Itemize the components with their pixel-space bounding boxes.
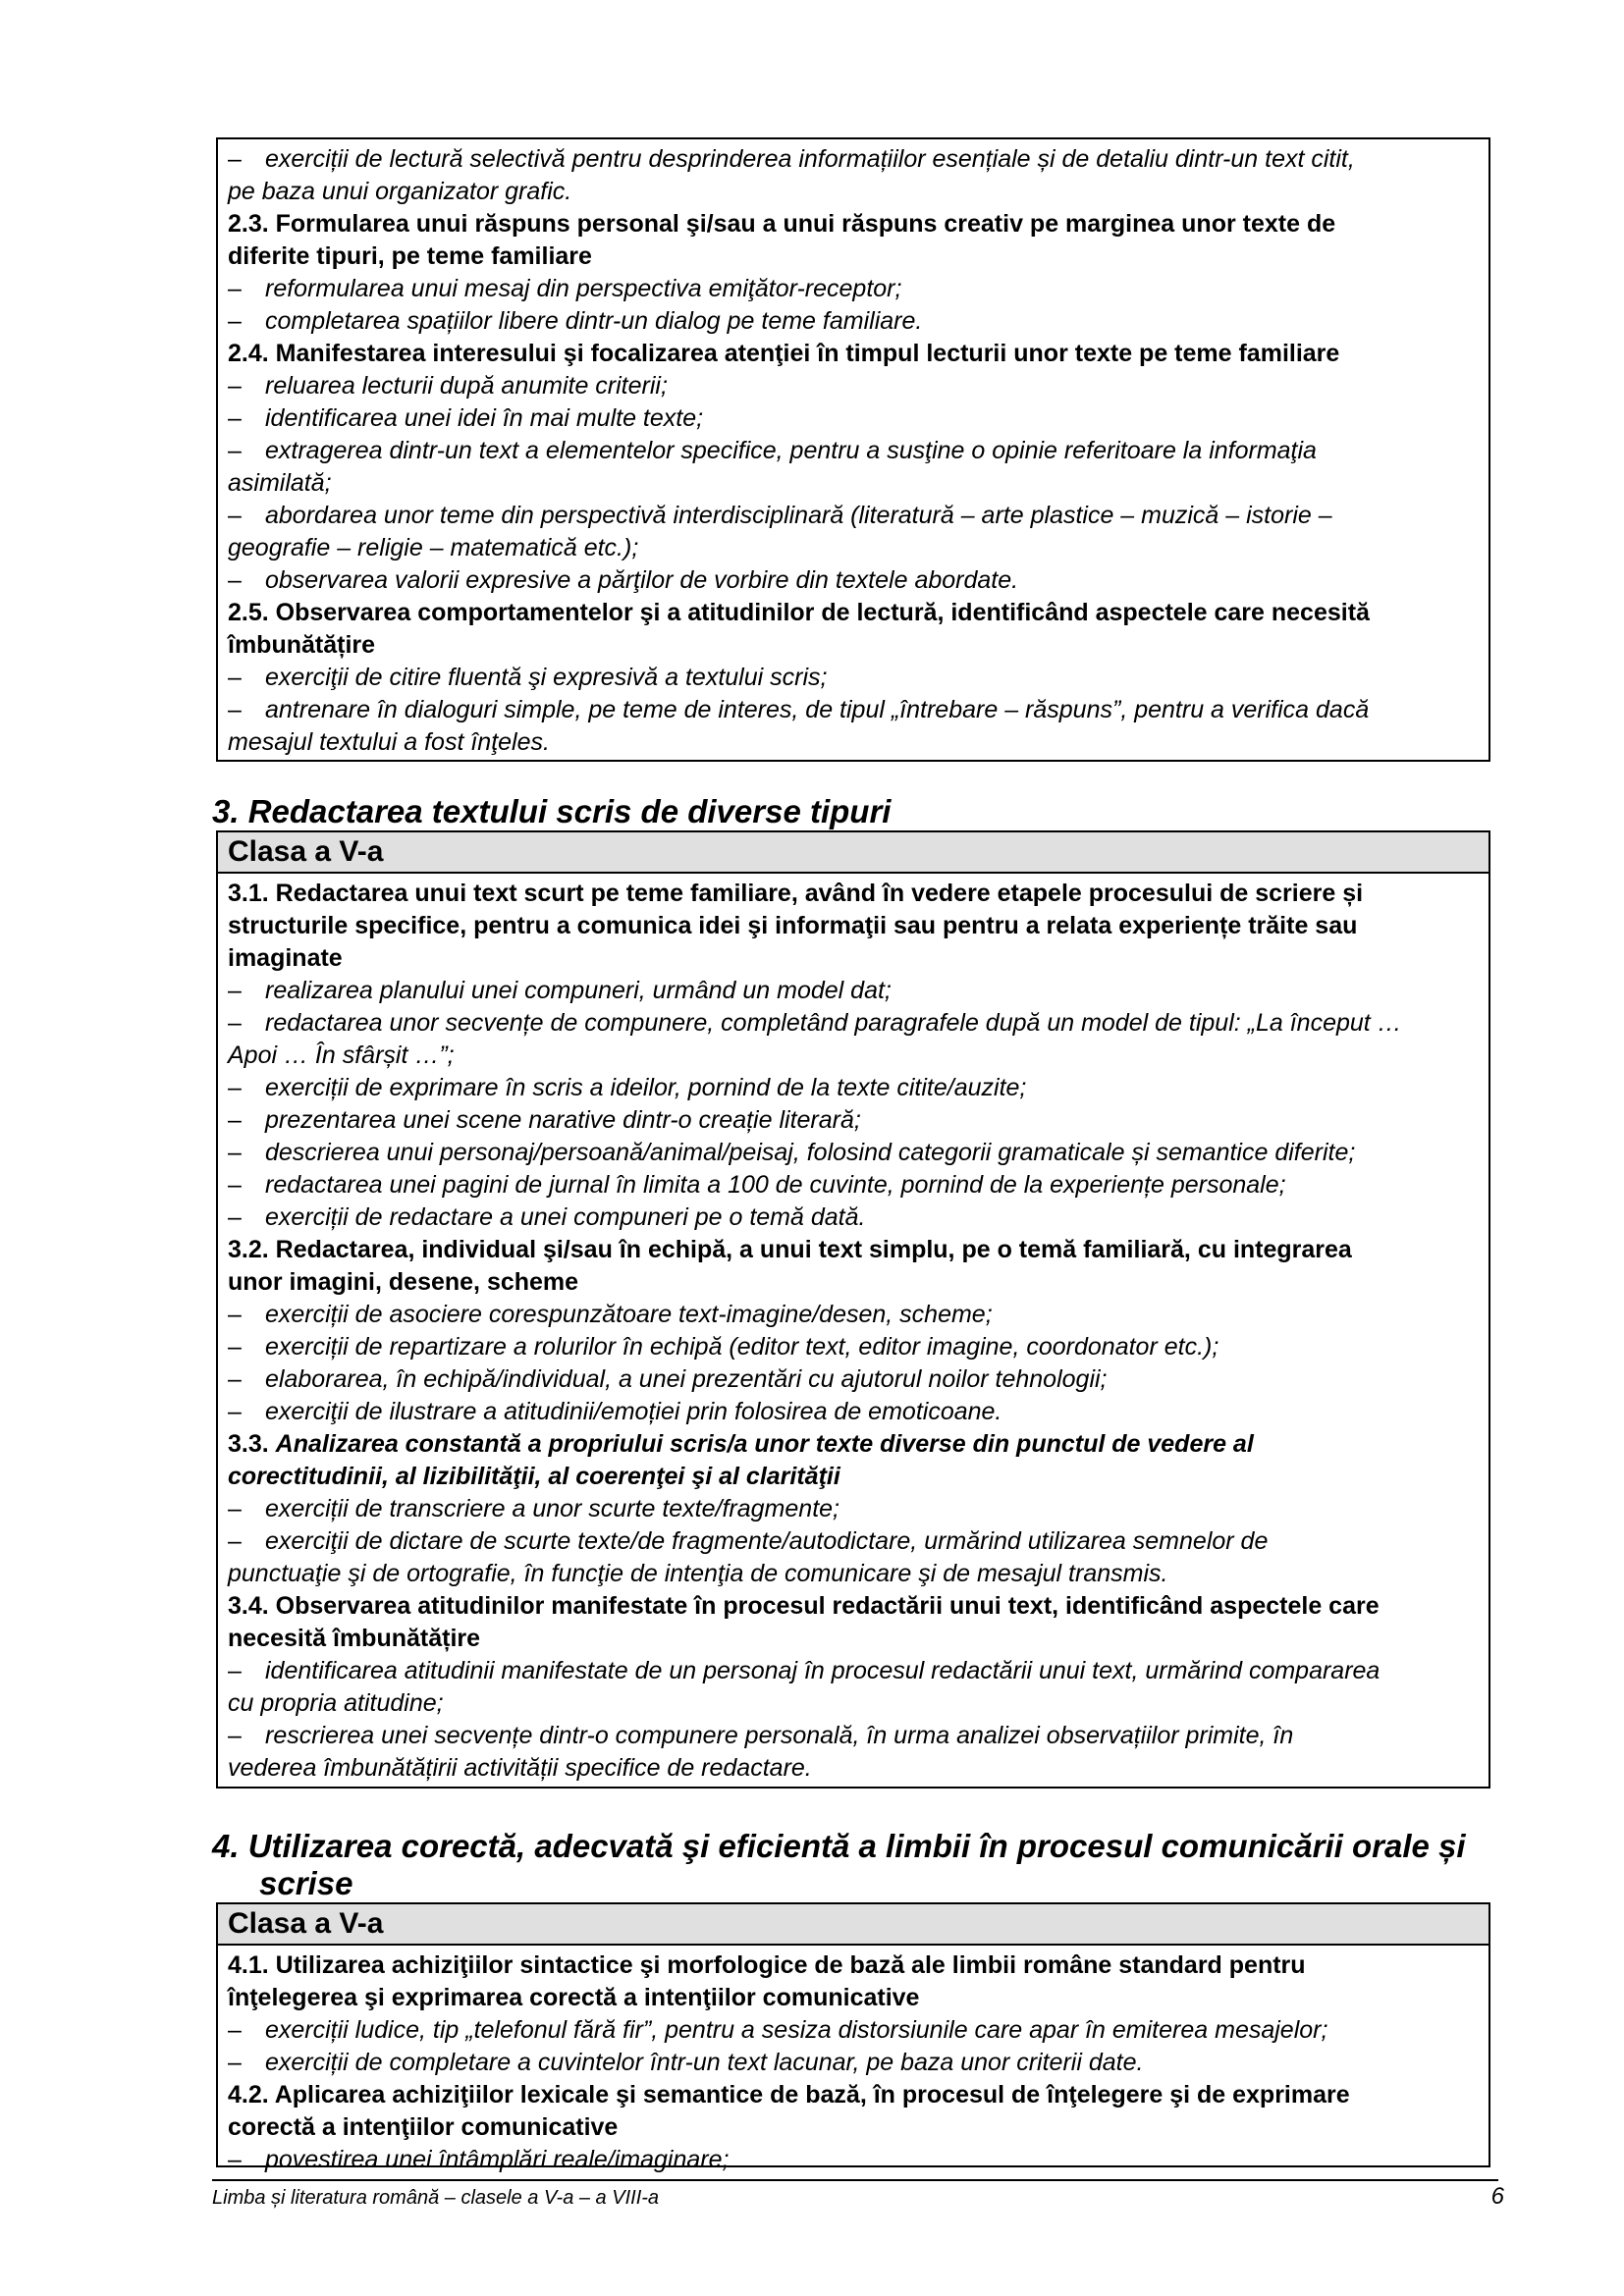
competence-heading-cont: corectă a intenţiilor comunicative (228, 2113, 619, 2141)
competence-text: Analizarea constantă a propriului scris/a unor texte diverse din punctul de vedere al (275, 1430, 1254, 1458)
competence-heading-cont: imaginate (228, 944, 343, 972)
competence-heading: 2.3. Formularea unui răspuns personal şi/sau a unui răspuns creativ pe marginea unor texte de (228, 210, 1336, 238)
bullet-text: exerciții de asociere corespunzătoare text-imagine/desen, scheme; (265, 1301, 993, 1328)
bullet-text: redactarea unei pagini de jurnal în limita a 100 de cuvinte, pornind de la experiențe personale; (265, 1171, 1286, 1199)
class-header: Clasa a V-a (218, 1904, 1489, 1946)
bullet-text-cont: asimilată; (228, 469, 332, 497)
bullet-item (228, 1137, 1475, 1169)
bullet-item (228, 500, 1475, 532)
competence-heading-cont: necesită îmbunătățire (228, 1625, 481, 1652)
dash-icon: – (228, 437, 242, 464)
bullet-text: completarea spațiilor libere dintr-un dialog pe teme familiare. (265, 307, 923, 335)
bullet-text: exerciții de exprimare în scris a ideilor, pornind de la texte citite/auzite; (265, 1074, 1027, 1101)
box-body (218, 139, 1489, 763)
bullet-item (228, 662, 1475, 694)
bullet-item (228, 2014, 1475, 2047)
bullet-text: reformularea unui mesaj din perspectiva emiţător-receptor; (265, 275, 902, 302)
dash-icon: – (228, 275, 242, 302)
bullet-text: identificarea unei idei în mai multe texte; (265, 404, 704, 432)
bullet-text: exerciții de redactare a unei compuneri pe o temă dată. (265, 1203, 866, 1231)
competence-heading-cont: diferite tipuri, pe teme familiare (228, 242, 592, 270)
bullet-text: antrenare în dialoguri simple, pe teme de interes, de tipul „întrebare – răspuns”, pentru a verifica dacă (265, 696, 1370, 723)
bullet-text-cont: geografie – religie – matematică etc.); (228, 534, 639, 561)
bullet-item (228, 1201, 1475, 1234)
bullet-text-cont: punctuaţie şi de ortografie, în funcţie de intenţia de comunicare şi de mesajul transmis. (228, 1560, 1168, 1587)
dash-icon: – (228, 1074, 242, 1101)
competence-heading: 2.5. Observarea comportamentelor şi a atitudinilor de lectură, identificând aspectele care necesită (228, 599, 1370, 626)
competence-heading-cont: înţelegerea şi exprimarea corectă a intenţiilor comunicative (228, 1984, 920, 2011)
bullet-text: redactarea unor secvențe de compunere, completând paragrafele după un model de tipul: „La început … (265, 1009, 1402, 1037)
bullet-item (228, 1363, 1475, 1396)
dash-icon: – (228, 1171, 242, 1199)
dash-icon: – (228, 696, 242, 723)
bullet-item (228, 273, 1475, 305)
content-box-section3 (216, 830, 1490, 1789)
dash-icon: – (228, 404, 242, 432)
bullet-item (228, 694, 1475, 726)
dash-icon: – (228, 1495, 242, 1522)
bullet-text: exerciții de lectură selectivă pentru desprinderea informațiilor esențiale și de detaliu dintr-un text citit, (265, 145, 1355, 173)
bullet-text: observarea valorii expresive a părţilor de vorbire din textele abordate. (265, 566, 1019, 594)
dash-icon: – (228, 2016, 242, 2044)
dash-icon: – (228, 372, 242, 400)
bullet-text: identificarea atitudinii manifestate de un personaj în procesul redactării unui text, urmărind compararea (265, 1657, 1380, 1684)
bullet-text: elaborarea, în echipă/individual, a unei prezentări cu ajutorul noilor tehnologii; (265, 1365, 1108, 1393)
bullet-text: povestirea unei întâmplări reale/imaginare; (265, 2146, 730, 2173)
bullet-text: reluarea lecturii după anumite criterii; (265, 372, 668, 400)
bullet-item (228, 143, 1475, 176)
bullet-text: prezentarea unei scene narative dintr-o creație literară; (265, 1106, 861, 1134)
bullet-text-cont: Apoi … În sfârșit …”; (228, 1041, 455, 1069)
bullet-text: descrierea unui personaj/persoană/animal/peisaj, folosind categorii gramaticale și semantice diferite; (265, 1139, 1356, 1166)
bullet-text: exerciţii de citire fluentă şi expresivă a textului scris; (265, 664, 828, 691)
bullet-item (228, 1396, 1475, 1428)
section-4-title-line2: scrise (259, 1865, 353, 1901)
bullet-item (228, 564, 1475, 597)
footer-rule (212, 2179, 1498, 2181)
competence-heading: 3.1. Redactarea unui text scurt pe teme familiare, având în vedere etapele procesului de scriere și (228, 880, 1364, 907)
dash-icon: – (228, 1106, 242, 1134)
dash-icon: – (228, 1139, 242, 1166)
competence-heading: 3.4. Observarea atitudinilor manifestate în procesul redactării unui text, identificând aspectele care (228, 1592, 1380, 1620)
bullet-text-cont: pe baza unui organizator grafic. (228, 178, 572, 205)
content-box-section4 (216, 1902, 1490, 2173)
competence-heading-cont: unor imagini, desene, scheme (228, 1268, 579, 1296)
competence-heading-cont: structurile specifice, pentru a comunica idei şi informaţii sau pentru a relata experiențe trăite sau (228, 912, 1358, 939)
dash-icon: – (228, 2146, 242, 2173)
dash-icon: – (228, 145, 242, 173)
bullet-item (228, 370, 1475, 402)
competence-heading: 4.1. Utilizarea achiziţiilor sintactice şi morfologice de bază ale limbii române standard pentru (228, 1951, 1306, 1979)
dash-icon: – (228, 1333, 242, 1361)
dash-icon: – (228, 1398, 242, 1425)
bullet-item (228, 305, 1475, 338)
competence-heading: 4.2. Aplicarea achiziţiilor lexicale şi semantice de bază, în procesul de înţelegere şi de exprimare (228, 2081, 1350, 2109)
bullet-text: extragerea dintr-un text a elementelor specifice, pentru a susţine o opinie referitoare la informaţia (265, 437, 1317, 464)
bullet-text: rescrierea unei secvențe dintr-o compunere personală, în urma analizei observațiilor primite, în (265, 1722, 1294, 1749)
dash-icon: – (228, 502, 242, 529)
bullet-item (228, 1104, 1475, 1137)
bullet-text: exerciții de transcriere a unor scurte texte/fragmente; (265, 1495, 839, 1522)
dash-icon: – (228, 1301, 242, 1328)
dash-icon: – (228, 1365, 242, 1393)
competence-number: 3.3. (228, 1430, 269, 1458)
bullet-item (228, 975, 1475, 1007)
dash-icon: – (228, 1527, 242, 1555)
content-box-section2 (216, 137, 1490, 762)
bullet-item (228, 1331, 1475, 1363)
dash-icon: – (228, 664, 242, 691)
bullet-text-cont: mesajul textului a fost înţeles. (228, 728, 550, 756)
bullet-item (228, 1169, 1475, 1201)
box-body (218, 874, 1489, 1789)
competence-heading: 3.2. Redactarea, individual şi/sau în echipă, a unui text simplu, pe o temă familiară, cu integrarea (228, 1236, 1352, 1263)
class-header: Clasa a V-a (218, 832, 1489, 874)
bullet-item (228, 1072, 1475, 1104)
dash-icon: – (228, 1657, 242, 1684)
bullet-item (228, 435, 1475, 467)
dash-icon: – (228, 1009, 242, 1037)
bullet-item (228, 1007, 1475, 1040)
dash-icon: – (228, 1203, 242, 1231)
competence-heading (228, 1428, 1475, 1461)
bullet-item (228, 1525, 1475, 1558)
dash-icon: – (228, 2049, 242, 2076)
bullet-text-cont: cu propria atitudine; (228, 1689, 444, 1717)
bullet-item (228, 2144, 1475, 2176)
footer-title: Limba și literatura română – clasele a V-a – a VIII-a (212, 2187, 660, 2209)
bullet-item (228, 1493, 1475, 1525)
bullet-item (228, 1655, 1475, 1687)
section-3-title: 3. Redactarea textului scris de diverse tipuri (212, 793, 892, 829)
dash-icon: – (228, 566, 242, 594)
bullet-item (228, 2047, 1475, 2079)
dash-icon: – (228, 1722, 242, 1749)
bullet-text: abordarea unor teme din perspectivă interdisciplinară (literatură – arte plastice – muzică – istorie – (265, 502, 1332, 529)
bullet-text: exerciţii de ilustrare a atitudinii/emoției prin folosirea de emoticoane. (265, 1398, 1002, 1425)
dash-icon: – (228, 977, 242, 1004)
competence-heading-cont: îmbunătățire (228, 631, 376, 659)
competence-heading: 2.4. Manifestarea interesului şi focalizarea atenţiei în timpul lecturii unor texte pe teme familiare (228, 340, 1340, 367)
bullet-item (228, 1720, 1475, 1752)
bullet-text: exerciții ludice, tip „telefonul fără fir”, pentru a sesiza distorsiunile care apar în emiterea mesajelor; (265, 2016, 1328, 2044)
bullet-text-cont: vederea îmbunătățirii activității specifice de redactare. (228, 1754, 812, 1782)
section-4-title-line1: 4. Utilizarea corectă, adecvată şi eficientă a limbii în procesul comunicării orale și (212, 1828, 1466, 1864)
bullet-text: realizarea planului unei compuneri, urmând un model dat; (265, 977, 892, 1004)
dash-icon: – (228, 307, 242, 335)
box-body (218, 1946, 1489, 2180)
bullet-item (228, 402, 1475, 435)
bullet-item (228, 1299, 1475, 1331)
section-4-title (212, 1828, 1466, 1902)
bullet-text: exerciții de repartizare a rolurilor în echipă (editor text, editor imagine, coordonator etc.); (265, 1333, 1219, 1361)
competence-heading-cont: corectitudinii, al lizibilităţii, al coerenţei şi al clarităţii (228, 1463, 840, 1490)
bullet-text: exerciţii de dictare de scurte texte/de fragmente/autodictare, urmărind utilizarea semnelor de (265, 1527, 1269, 1555)
page-number: 6 (1490, 2183, 1504, 2210)
bullet-text: exerciții de completare a cuvintelor într-un text lacunar, pe baza unor criterii date. (265, 2049, 1144, 2076)
